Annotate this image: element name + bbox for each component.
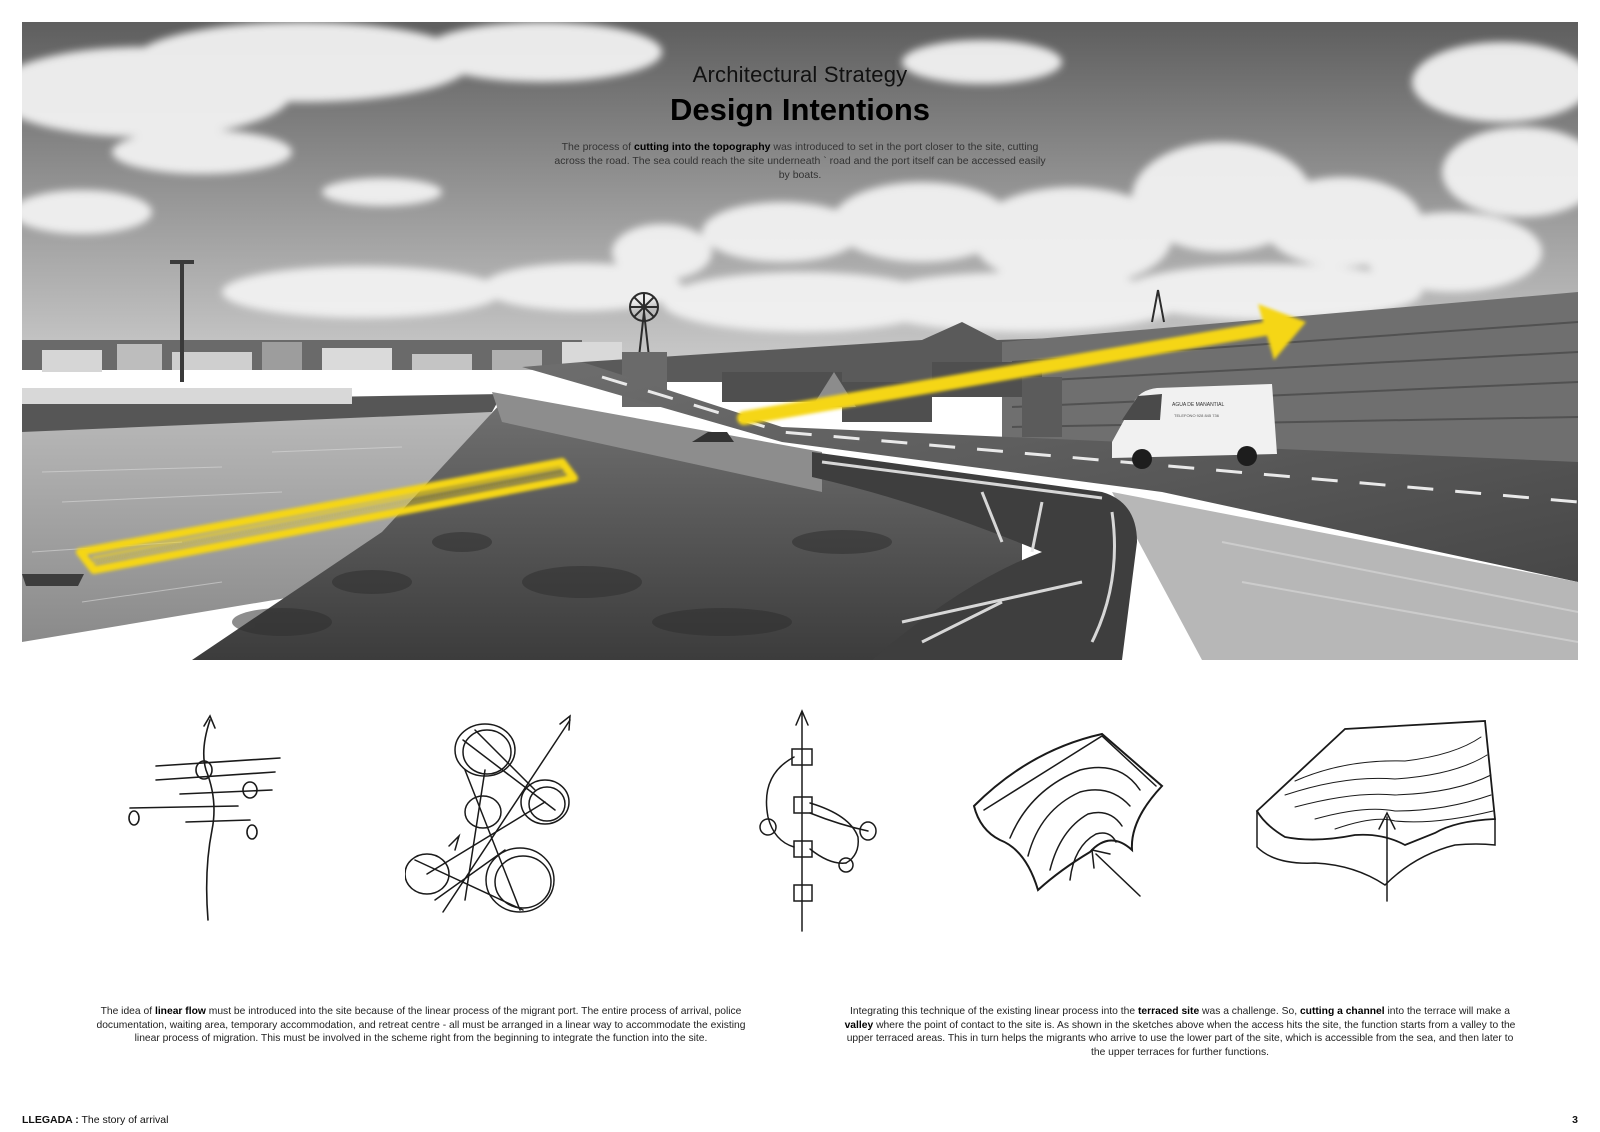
page-number: 3: [1572, 1114, 1578, 1126]
footer-brand-name: LLEGADA :: [22, 1114, 79, 1126]
section-eyebrow: Architectural Strategy: [692, 62, 908, 87]
sketch-spine-squares: [750, 705, 880, 935]
caption-linear-flow: The idea of linear flow must be introduced into the site because of the linear process of the migrant port. The entire process of arrival, police documentation, waiting area, temporary accommodation, and retreat centre - all must be arranged in a linear way to accommodate the existing linear process of migration. This must be involved in the scheme right from the beginning to integrate the function into the site.: [96, 1006, 746, 1045]
hero-heading-block: [22, 62, 1578, 182]
sketch-linear-flow: [120, 710, 290, 925]
hero-photo: [22, 22, 1578, 660]
sketch-terraced-plan: [970, 730, 1170, 900]
intro-paragraph: The process of cutting into the topography was introduced to set in the port closer to the site, cutting across the road. The sea could reach the site underneath ` road and the port itself can be accessed easily by boats.: [554, 141, 1046, 181]
caption-terraced-site: Integrating this technique of the existing linear process into the terraced site was a challenge. So, cutting a channel into the terrace will make a valley where the point of contact to the site is. As shown in the sketches above when the access hits the site, the function starts from a valley to the upper terraced areas. This in turn helps the migrants who arrive to use the lower part of the site, which is accessible from the sea, and then later to the upper terraces for further functions.: [844, 1006, 1516, 1058]
footer-brand: [22, 1114, 168, 1126]
sketch-nodes-network: [405, 710, 585, 925]
page-title: Design Intentions: [669, 92, 931, 127]
footer-tagline: The story of arrival: [78, 1114, 169, 1126]
van-text-2: TELEFONO 928 845 736: [1174, 413, 1219, 418]
concept-sketches: [0, 690, 1600, 980]
sketch-terraced-block: [1255, 715, 1500, 905]
van-text-1: AGUA DE MANANTIAL: [1172, 402, 1225, 408]
